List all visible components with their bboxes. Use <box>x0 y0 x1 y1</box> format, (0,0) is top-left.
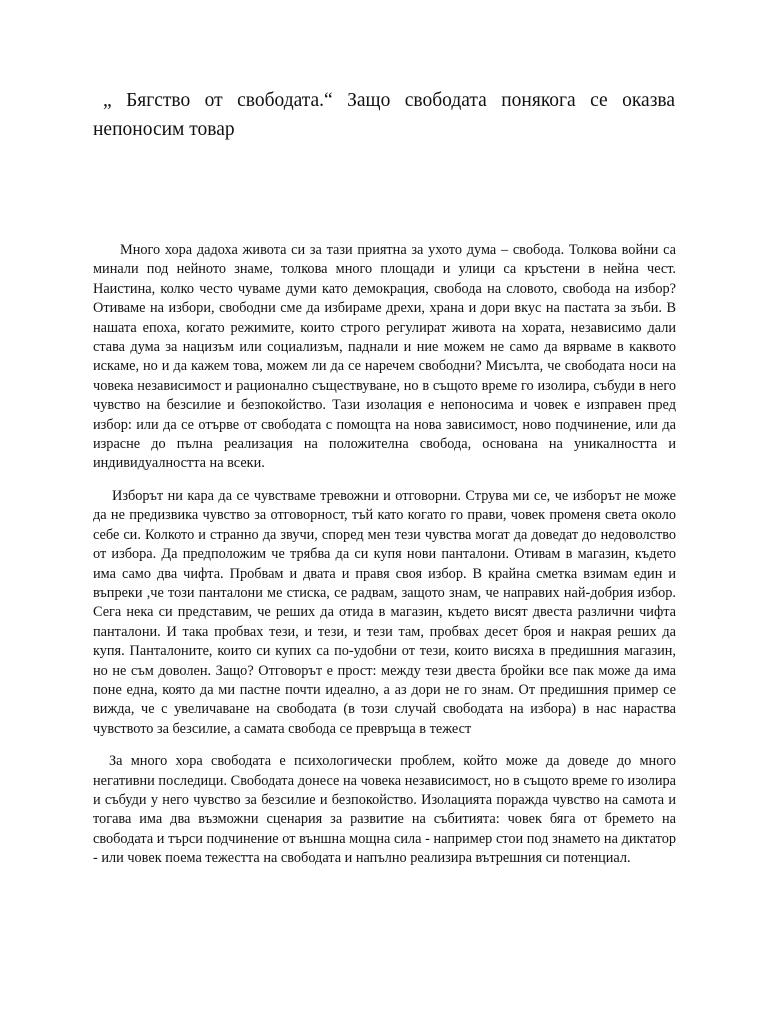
document-title: „ Бягство от свободата.“ Защо свободата понякога се оказва непоносим товар <box>93 90 675 140</box>
paragraph-3: За много хора свободата е психологически проблем, който може да доведе до много негативни последици. Свободата донесе на човека независимост, но в същото време го изолира и събуди у него чувство за безсилие и безпокойство. Изолацията поражда чувство на самота и тогава има два възможни сценария за развитие на събитията: човек бяга от бремето на свободата и търси подчинение от външна мощна сила - например стои под знамето на диктатор - или човек поема тежестта на свободата и напълно реализира вътрешния си потенциал. <box>93 753 676 867</box>
document-body <box>93 241 676 869</box>
paragraph-2: Изборът ни кара да се чувстваме тревожни и отговорни. Струва ми се, че изборът не може да не предизвика чувство за отговорност, тъй като когато го прави, човек променя света около себе си. Колкото и странно да звучи, според мен тези чувства могат да доведат до недоволство от избора. Да предположим че трябва да си купя нови панталони. Отивам в магазин, където има само два чифта. Пробвам и двата и правя своя избор. В крайна сметка взимам един и въпреки ,че този панталони ме стиска, се радвам, защото знам, че направих най-добрия избор. Сега нека си представим, че реших да отида в магазин, където висят двеста различни чифта панталони. И така пробвах тези, и тези, и тези там, пробвах десет броя и накрая реших да купя. Панталоните, които си купих са по-удобни от тези, които висяха в предишния магазин, но не съм доволен. Защо? Отговорът е прост: между тези двеста бройки все пак може да има поне една, която да ми пастне почти идеално, а аз дори не го знам. От предишния пример се вижда, че с увеличаване на свободата (в този случай свободата на избора) в нас нараства чувството за безсилие, а самата свобода се превръща в тежест <box>93 487 676 737</box>
paragraph-1: Много хора дадоха живота си за тази приятна за ухото дума – свобода. Толкова войни са минали под нейното знаме, толкова много площади и улици са кръстени в нейна чест. Наистина, колко често чуваме думи като демокрация, свобода на словото, свобода на избор? Отиваме на избори, свободни сме да избираме дрехи, храна и дори вкус на пастата за зъби. В нашата епоха, когато режимите, които строго регулират живота на хората, независимо дали става дума за нацизъм или социализъм, паднали и ние можем не само да вярваме в каквото искаме, но и да кажем това, можем ли да се наречем свободни? Мисълта, че свободата носи на човека независимост и рационално съществуване, но в същото време го изолира, събуди в него чувство на безсилие и безпокойство. Тази изолация е непоносима и човек е изправен пред избор: или да се отърве от свободата с помощта на нова зависимост, ново подчинение, или да израсне до пълна реализация на положителна свобода, основана на уникалността и индивидуалността на всеки. <box>93 242 676 472</box>
